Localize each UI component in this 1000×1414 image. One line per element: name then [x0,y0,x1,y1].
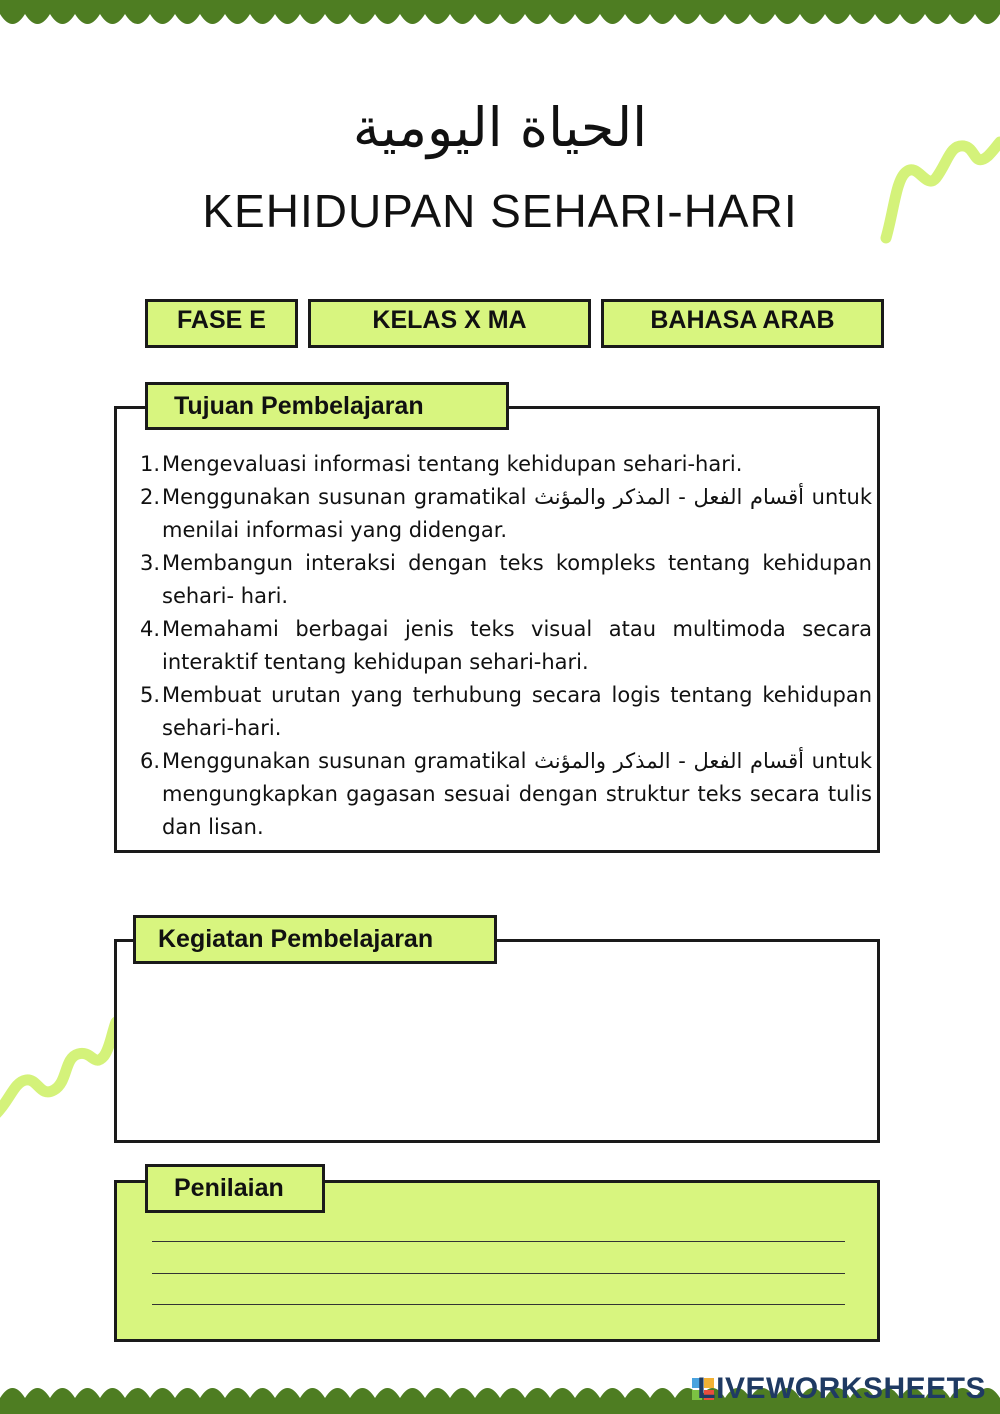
objective-item [140,613,872,679]
objective-arabic-term: أقسام الفعل - المذكر والمؤنث [534,485,804,509]
objective-number: 5. [140,683,161,707]
objective-text [162,481,872,547]
objective-text-before: Menggunakan susunan gramatikal [162,485,527,509]
answer-line [152,1241,845,1242]
title-arabic: الحياة اليومية [352,96,648,159]
objective-number: 6. [140,749,161,773]
objective-number: 3. [140,551,161,575]
objective-text: Membangun interaksi dengan teks kompleks tentang kehidupan sehari- hari. [162,551,872,608]
tag-kelas: KELAS X MA [308,299,591,348]
watermark-text: LIVEWORKSHEETS [697,1372,986,1405]
squiggle-decoration-left [0,1010,120,1130]
objective-number: 1. [140,452,161,476]
title-indonesian: KEHIDUPAN SEHARI-HARI [202,185,798,237]
objective-number: 4. [140,617,161,641]
objective-item [140,679,872,745]
objective-text: Membuat urutan yang terhubung secara logis tentang kehidupan sehari-hari. [162,683,872,740]
tag-fase: FASE E [145,299,298,348]
objectives-list [140,448,872,844]
answer-line [152,1304,845,1305]
objective-text-after: untuk mengungkapkan gagasan sesuai dengan struktur teks secara tulis dan lisan. [162,749,872,839]
activities-label: Kegiatan Pembelajaran [133,915,497,964]
objective-text-before: Menggunakan susunan gramatikal [162,749,527,773]
objective-text: Memahami berbagai jenis teks visual atau multimoda secara interaktif tentang kehidupan sehari-hari. [162,617,872,674]
objective-item [140,448,872,481]
objective-item [140,481,872,547]
objective-number: 2. [140,485,161,509]
objective-item [140,547,872,613]
tag-subject: BAHASA ARAB [601,299,884,348]
objective-text: Mengevaluasi informasi tentang kehidupan sehari-hari. [162,452,743,476]
activities-box [114,939,880,1143]
objective-text-after: untuk menilai informasi yang didengar. [162,485,872,542]
answer-line [152,1273,845,1274]
top-wave-border [0,0,1000,40]
objective-item [140,745,872,844]
assessment-label: Penilaian [145,1164,325,1213]
objective-text [162,745,872,844]
objective-arabic-term: أقسام الفعل - المذكر والمؤنث [534,749,804,773]
objectives-label: Tujuan Pembelajaran [145,382,509,430]
